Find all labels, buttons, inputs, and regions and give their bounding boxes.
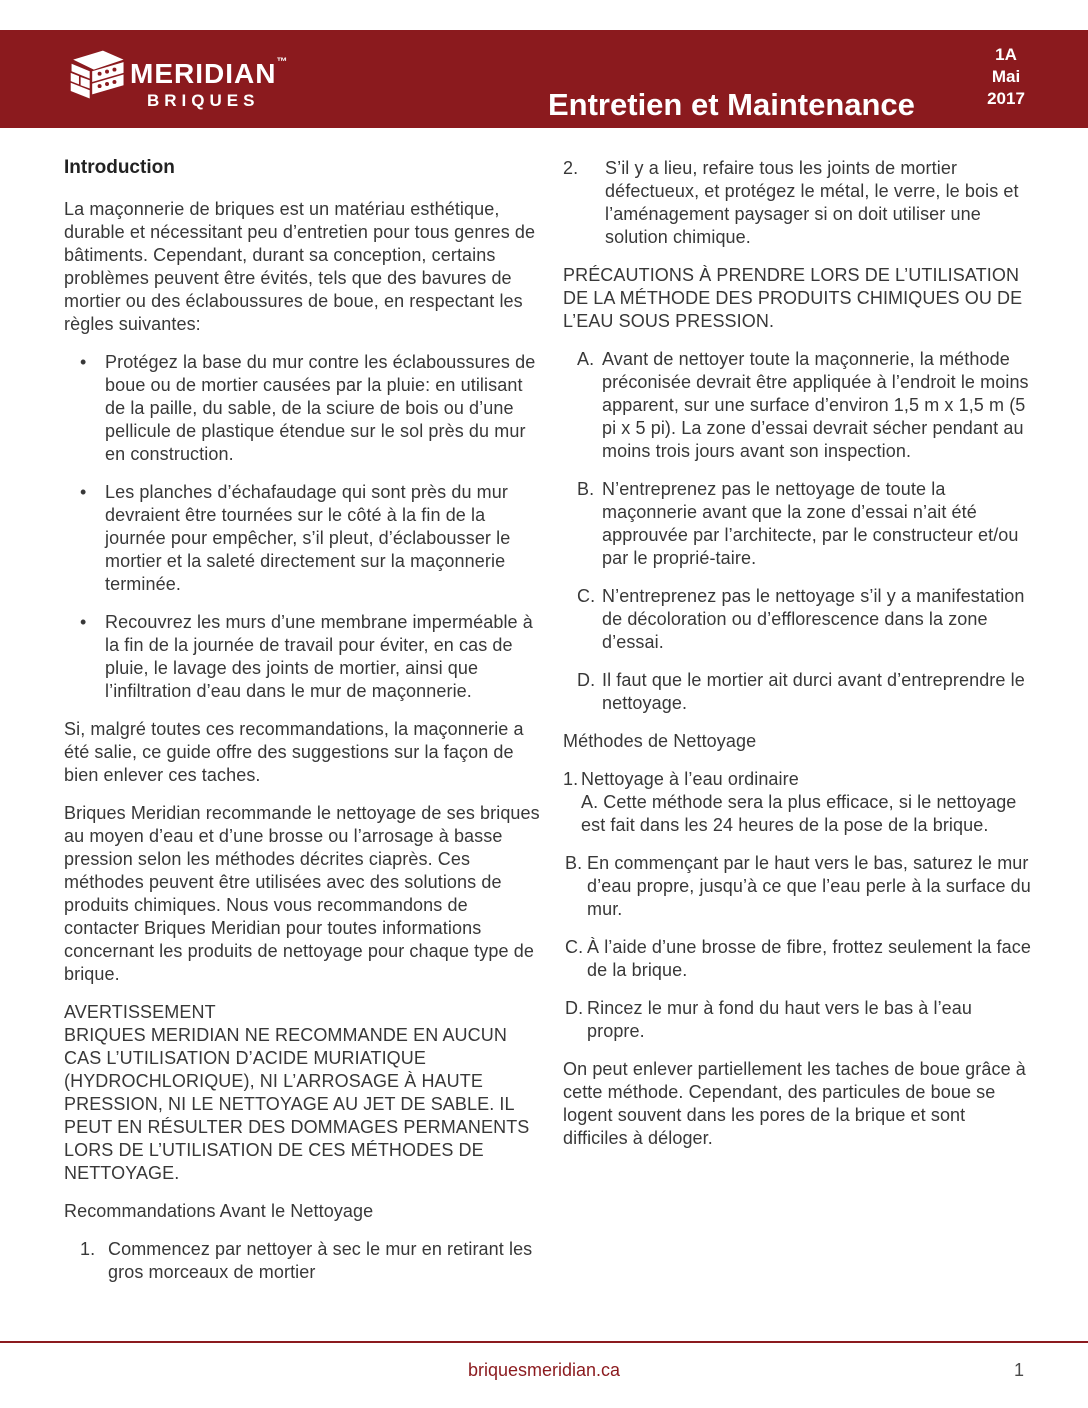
numbered-item <box>64 1238 540 1284</box>
bullet-text: Les planches d’échafaudage qui sont près du mur devraient être tournées sur le côté à la fin de la journée pour empêcher, s’il pleut, d’éclabousser le mortier et la saleté directement sur la maçonnerie terminée. <box>105 482 511 594</box>
item-number: 1. <box>563 769 579 789</box>
item-text: Commencez par nettoyer à sec le mur en retirant les gros morceaux de mortier <box>108 1239 533 1282</box>
item-text: À l’aide d’une brosse de fibre, frottez seulement la face de la brique. <box>587 937 1031 980</box>
item-letter: C. <box>577 586 596 606</box>
bullet-text: Recouvrez les murs d’une membrane imperméable à la fin de la journée de travail pour éviter, en cas de pluie, le lavage des joints de mortier, ainsi que l’infiltration d’eau dans le mur de maçonnerie. <box>105 612 533 701</box>
lettered-item <box>563 936 1032 982</box>
brand-logo <box>60 42 287 112</box>
lettered-item <box>563 585 1032 654</box>
left-column <box>64 157 540 1327</box>
item-number: 2. <box>563 158 579 178</box>
document-body <box>64 157 1032 1327</box>
recommendations-heading: Recommandations Avant le Nettoyage <box>64 1201 374 1221</box>
document-meta <box>976 44 1036 110</box>
warning-text: BRIQUES MERIDIAN NE RECOMMANDE EN AUCUN CAS L’UTILISATION D’ACIDE MURIATIQUE (HYDROCHLORIQUE), NI L’ARROSAGE À HAUTE PRESSION, NI LE NETTOYAGE AU JET DE SABLE. IL PEUT EN RÉSULTER DES DOMMAGES PERMANENTS LORS DE L’UTILISATION DE CES MÉTHODES DE NETTOYAGE. <box>64 1025 530 1183</box>
numbered-item <box>563 157 1032 249</box>
bullet-item <box>64 481 540 596</box>
paragraph: Si, malgré toutes ces recommandations, la maçonnerie a été salie, ce guide offre des suggestions sur la façon de bien enlever ces taches. <box>64 719 524 785</box>
item-text: N’entreprenez pas le nettoyage s’il y a manifestation de décoloration ou d’efflorescence dans la zone d’essai. <box>602 586 1025 652</box>
header-bar <box>0 30 1088 128</box>
item-text: Il faut que le mortier ait durci avant d’entreprendre le nettoyage. <box>602 670 1025 713</box>
item-text: Rincez le mur à fond du haut vers le bas à l’eau propre. <box>587 998 973 1041</box>
bullet-marker: • <box>80 482 87 502</box>
bullet-marker: • <box>80 352 87 372</box>
footer-website-link[interactable]: briquesmeridian.ca <box>467 1360 621 1380</box>
item-text: Avant de nettoyer toute la maçonnerie, la méthode préconisée devrait être appliquée à l’endroit le moins apparent, sur une surface d’environ 1,5 m x 1,5 m (5 pi x 5 pi). La zone d’essai devrait sécher pendant au moins trois jours avant son inspection. <box>602 349 1029 461</box>
right-column <box>563 157 1032 1327</box>
warning-title: AVERTISSEMENT <box>64 1002 216 1022</box>
bullet-item <box>64 351 540 466</box>
lettered-item <box>563 348 1032 463</box>
introduction-heading: Introduction <box>64 157 175 178</box>
lettered-item <box>563 478 1032 570</box>
warning-block <box>64 1001 540 1185</box>
doc-year: 2017 <box>987 89 1025 108</box>
logo-trademark: ™ <box>276 56 288 68</box>
brick-stack-icon <box>60 42 126 112</box>
logo-subtitle: BRIQUES <box>147 91 260 110</box>
item-letter: A. <box>577 349 595 369</box>
method-content <box>581 768 1032 837</box>
numbered-method <box>563 768 1032 837</box>
bullet-marker: • <box>80 612 87 632</box>
page-title: Entretien et Maintenance <box>548 87 915 122</box>
bullet-text: Protégez la base du mur contre les éclaboussures de boue ou de mortier causées par la pluie: en utilisant de la paille, du sable, de la sciure de bois ou d’une pellicule de plastique étendue sur le sol près du mur en construction. <box>105 352 536 464</box>
doc-month: Mai <box>991 67 1021 86</box>
page-number: 1 <box>1013 1360 1024 1380</box>
methods-heading: Méthodes de Nettoyage <box>563 731 757 751</box>
item-letter: D. <box>577 670 596 690</box>
logo-wordmark <box>130 42 287 112</box>
lettered-item <box>563 852 1032 921</box>
closing-paragraph: On peut enlever partiellement les taches de boue grâce à cette méthode. Cependant, des particules de boue se logent souvent dans les pores de la brique et sont difficiles à déloger. <box>563 1059 1026 1148</box>
paragraph: Briques Meridian recommande le nettoyage de ses briques au moyen d’eau et d’une brosse ou l’arrosage à basse pression selon les méthodes décrites ciaprès. Ces méthodes peuvent être utilisées avec des solutions de produits chimiques. Nous vous recommandons de contacter Briques Meridian pour toutes informations concernant les produits de nettoyage pour chaque type de brique. <box>64 803 540 984</box>
lettered-item <box>563 669 1032 715</box>
logo-brand-text: MERIDIAN <box>130 58 277 89</box>
item-letter: C. <box>565 937 584 957</box>
doc-code: 1A <box>995 45 1017 64</box>
precautions-heading: PRÉCAUTIONS À PRENDRE LORS DE L’UTILISATION DE LA MÉTHODE DES PRODUITS CHIMIQUES OU DE L’EAU SOUS PRESSION. <box>563 265 1023 331</box>
item-text: N’entreprenez pas le nettoyage de toute la maçonnerie avant que la zone d’essai n’ait été approuvée par l’architecte, par le constructeur et/ou par le proprié-taire. <box>602 479 1019 568</box>
footer-divider <box>0 1341 1088 1343</box>
item-letter: B. <box>577 479 595 499</box>
item-number: 1. <box>80 1239 96 1259</box>
intro-paragraph: La maçonnerie de briques est un matériau esthétique, durable et nécessitant peu d’entretien pour tous genres de bâtiments. Cependant, durant sa conception, certains problèmes peuvent être évités, tels que des bavures de mortier ou des éclaboussures de boue, en respectant les règles suivantes: <box>64 199 536 334</box>
item-text: En commençant par le haut vers le bas, saturez le mur d’eau propre, jusqu’à ce que l’eau perle à la surface du mur. <box>587 853 1031 919</box>
item-text: S’il y a lieu, refaire tous les joints de mortier défectueux, et protégez le métal, le verre, le bois et l’aménagement paysager si on doit utiliser une solution chimique. <box>605 158 1019 247</box>
item-letter: D. <box>565 998 584 1018</box>
method-intro: A. Cette méthode sera la plus efficace, si le nettoyage est fait dans les 24 heures de la pose de la brique. <box>581 792 1017 835</box>
method-title: Nettoyage à l’eau ordinaire <box>581 769 799 789</box>
item-letter: B. <box>565 853 583 873</box>
bullet-item <box>64 611 540 703</box>
lettered-item <box>563 997 1032 1043</box>
